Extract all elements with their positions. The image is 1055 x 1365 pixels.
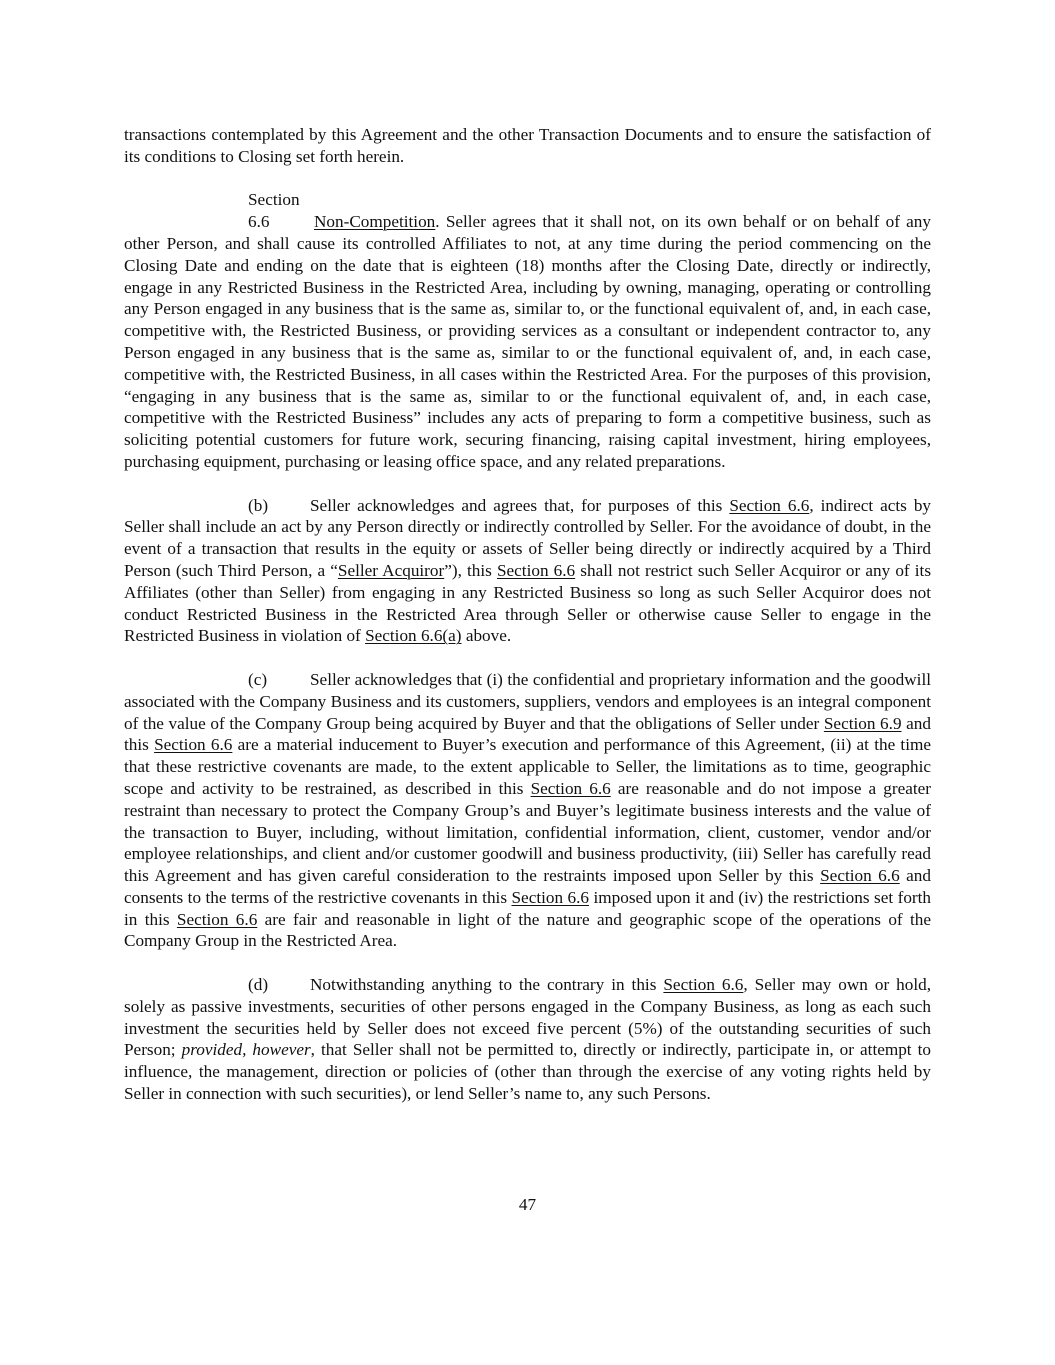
paragraph-text: above. [461, 626, 512, 646]
paragraph-text: are a material inducement to Buyer’s execution and performance of this Agreement, (ii) at the time that these restrictive covenants are made, to the extent applicable to Seller, the limitations as to time, geographic scope and activity to be restrained, as described in this [124, 735, 931, 798]
section-reference: Section 6.6 [729, 495, 810, 515]
paragraph-text: , that Seller shall not be permitted to, directly or indirectly, participate in, or attempt to influence, the management, direction or policies of (other than through the exercise of any voting rights held by Seller in connection with such securities), or lend Seller’s name to, any such Persons. [124, 1040, 932, 1104]
section-reference: Section 6.9 [823, 713, 902, 733]
paragraph-text: are fair and reasonable in light of the nature and geographic scope of the operations of the Company Group in the Restricted Area. [124, 909, 931, 951]
subsection-label: (b) [248, 495, 269, 515]
section-reference: Section 6.6 [154, 735, 233, 755]
subsection-label: (c) [248, 669, 268, 689]
subsection-b-paragraph [124, 495, 931, 648]
section-reference: Section 6.6(a) [365, 626, 462, 646]
paragraph-text: ”), this [444, 560, 497, 580]
section-reference: Section 6.6 [511, 887, 590, 907]
paragraph-text: Seller acknowledges and agrees that, for purposes of this [310, 495, 730, 515]
page-number: 47 [518, 1195, 537, 1214]
paragraph-text: are reasonable and do not impose a greater restraint than necessary to protect the Company Group’s and Buyer’s legitimate business interests and the value of the transaction to Buyer, including, without limitation, confidential information, client, customer, vendor and/or employee relationships, and client and/or customer goodwill and business productivity, (iii) Seller has carefully read this Agreement and has given careful consideration to the restraints imposed upon Seller by this [124, 778, 931, 886]
paragraph-text: transactions contemplated by this Agreement and the other Transaction Documents and to ensure the satisfaction of its conditions to Closing set forth herein. [124, 125, 931, 166]
subsection-label: (d) [248, 975, 269, 995]
defined-term: Seller Acquiror [337, 560, 445, 580]
paragraph-text: , Seller may own or hold, solely as passive investments, securities of other persons engaged in the Company Business, as long as each such investment the securities held by Seller does not exceed five percent (5%) of the outstanding securities of such Person; [124, 975, 932, 1060]
paragraph-text: and this [124, 713, 931, 755]
section-reference: Section 6.6 [663, 975, 744, 995]
section-title: Non-Competition [314, 212, 436, 232]
section-reference: Section 6.6 [820, 866, 900, 886]
subsection-d-paragraph [124, 974, 931, 1105]
paragraph-text: imposed upon it and (iv) the restrictions set forth in this [124, 887, 932, 929]
paragraph-text: . Seller agrees that it shall not, on its own behalf or on behalf of any other Person, and shall cause its controlled Affiliates to not, at any time during the period commencing on the Closing Date and ending on the date that is eighteen (18) months after the Closing Date, directly or indirectly, engage in any Restricted Business in the Restricted Area, including by owning, managing, operating or controlling any Person engaged in any business that is the same as, similar to, or the functional equivalent of, and, in each case, competitive with, the Restricted Business, or providing services as a consultant or independent contractor to, any Person engaged in any business that is the same as, similar to or the functional equivalent of, and, in each case, competitive with, the Restricted Business, in all cases within the Restricted Area. For the purposes of this provision, “engaging in any business that is the same as, similar to or the functional equivalent of, and, in each case, competitive with the Restricted Business” includes any acts of preparing to form a competitive business, such as soliciting potential customers for future work, securing financing, raising capital investment, hiring employees, purchasing equipment, purchasing or leasing office space, and any related preparations. [124, 212, 931, 471]
paragraph-text: Notwithstanding anything to the contrary in this [310, 975, 664, 995]
paragraph-continuation [124, 124, 931, 168]
section-label: Section 6.6 [248, 190, 300, 232]
section-reference: Section 6.6 [530, 778, 611, 798]
document-page [124, 124, 931, 1127]
section-reference: Section 6.6 [176, 909, 258, 929]
paragraph-text: Seller acknowledges that (i) the confidential and proprietary information and the goodwill associated with the Company Business and its customers, suppliers, vendors and employees is an integral component of the value of the Company Group being acquired by Buyer and that the obligations of Seller under [124, 669, 931, 733]
paragraph-text: shall not restrict such Seller Acquiror or any of its Affiliates (other than Seller) from engaging in any Restricted Business so long as such Seller Acquiror does not conduct Restricted Business in the Restricted Area through Seller or otherwise cause Seller to engage in the Restricted Business in violation of [124, 560, 932, 646]
section-reference: Section 6.6 [496, 560, 576, 580]
paragraph-text: , indirect acts by Seller shall include an act by any Person directly or indirectly controlled by Seller. For the avoidance of doubt, in the event of a transaction that results in the equity or assets of Seller being directly or indirectly acquired by a Third Person (such Third Person, a “ [124, 495, 932, 580]
paragraph-text: and consents to the terms of the restrictive covenants in this [124, 866, 931, 907]
subsection-c-paragraph [124, 669, 931, 952]
section-6-6-paragraph [124, 189, 931, 472]
italic-proviso: provided, however [181, 1040, 311, 1060]
